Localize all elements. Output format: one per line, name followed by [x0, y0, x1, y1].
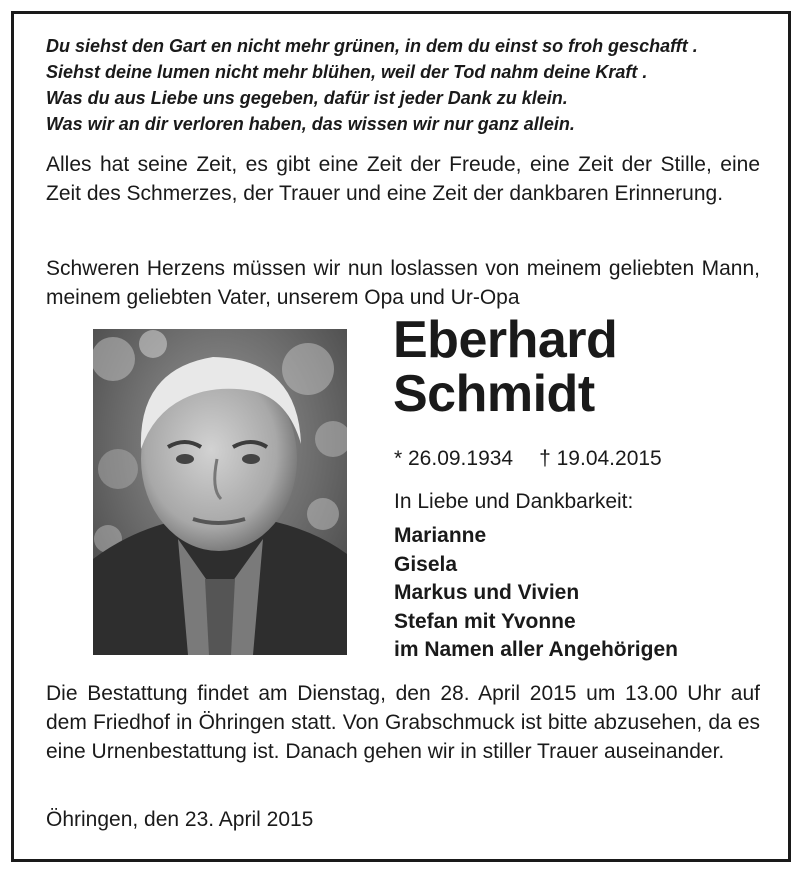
- thanks-line: In Liebe und Dankbarkeit:: [394, 490, 634, 513]
- place-and-date: Öhringen, den 23. April 2015: [46, 808, 314, 831]
- poem-line: Siehst deine lumen nicht mehr blühen, weil der Tod nahm deine Kraft .: [46, 62, 648, 82]
- portrait-image: [93, 329, 347, 655]
- farewell-paragraph: Schweren Herzens müssen wir nun loslassen von meinem geliebten Mann, meinem geliebten Vater, unserem Opa und Ur-Opa: [46, 257, 760, 309]
- mourner: im Namen aller Angehörigen: [394, 638, 678, 661]
- life-dates: [394, 446, 662, 472]
- deceased-name: [393, 313, 617, 421]
- mourner: Gisela: [394, 552, 458, 576]
- mourner: Markus und Vivien: [394, 581, 580, 604]
- death-date: † 19.04.2015: [539, 447, 662, 470]
- funeral-notice: Die Bestattung findet am Dienstag, den 28. April 2015 um 13.00 Uhr auf dem Friedhof in Öhringen statt. Von Grabschmuck ist bitte abzusehen, da es eine Urnenbestattung ist. Danach gehen wir in stiller Trauer auseinander.: [46, 682, 760, 763]
- intro-paragraph: Alles hat seine Zeit, es gibt eine Zeit der Freude, eine Zeit der Stille, eine Zeit des Schmerzes, der Trauer und eine Zeit der dankbaren Erinnerung.: [46, 153, 760, 205]
- last-name: Schmidt: [393, 365, 595, 423]
- poem: [46, 33, 766, 137]
- mourners-list: [394, 522, 678, 665]
- mourner: Stefan mit Yvonne: [394, 609, 576, 633]
- poem-line: Du siehst den Gart en nicht mehr grünen, in dem du einst so froh geschafft .: [46, 36, 698, 56]
- first-name: Eberhard: [393, 311, 618, 369]
- poem-line: Was du aus Liebe uns gegeben, dafür ist jeder Dank zu klein.: [46, 88, 568, 108]
- birth-date: * 26.09.1934: [394, 447, 514, 470]
- mourner: Marianne: [394, 524, 487, 547]
- portrait-photo: [93, 329, 347, 655]
- poem-line: Was wir an dir verloren haben, das wissen wir nur ganz allein.: [46, 114, 575, 134]
